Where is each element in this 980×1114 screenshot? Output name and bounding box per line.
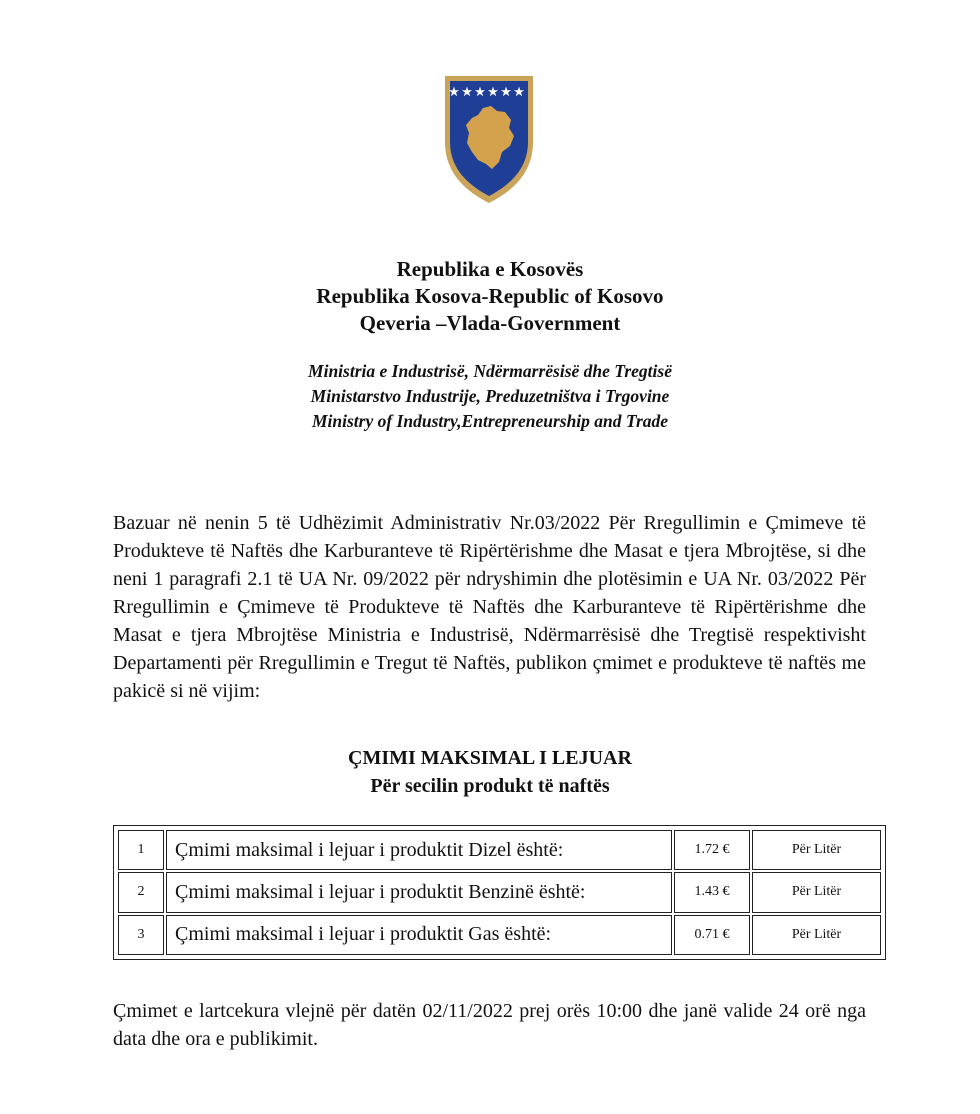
section-subtitle: Për secilin produkt të naftës [370,775,610,797]
table-row [118,830,881,870]
ministry-header [0,359,980,434]
product-description: Çmimi maksimal i lejuar i produktit Gas është: [166,915,672,955]
row-number: 3 [118,915,164,955]
section-title: ÇMIMI MAKSIMAL I LEJUAR [348,747,632,769]
product-price: 0.71 € [674,915,750,955]
row-number: 1 [118,830,164,870]
price-table [113,825,886,960]
product-price: 1.72 € [674,830,750,870]
price-unit: Për Litër [752,872,881,912]
table-row [118,915,881,955]
intro-paragraph: Bazuar në nenin 5 të Udhëzimit Administrativ Nr.03/2022 Për Rregullimin e Çmimeve të Produkteve të Naftës dhe Karburanteve të Ripërtërishme dhe Masat e tjera Mbrojtëse, si dhe neni 1 paragrafi 2.1 të UA Nr. 09/2022 për ndryshimin dhe plotësimin e UA Nr. 03/2022 Për Rregullimin e Çmimeve të Produkteve të Naftës dhe Karburanteve të Ripërtërishme dhe Masat e tjera Mbrojtëse Ministria e Industrisë, Ndërmarrësisë dhe Tregtisë respektivisht Departamenti për Rregullimin e Tregut të Naftës, publikon çmimet e produkteve të naftës me pakicë si në vijim: [113,512,866,702]
government-header [0,256,980,337]
price-table-grid [116,828,883,957]
product-description: Çmimi maksimal i lejuar i produktit Dizel është: [166,830,672,870]
validity-note: Çmimet e lartcekura vlejnë për datën 02/11/2022 prej orës 10:00 dhe janë valide 24 orë nga data dhe ora e publikimit. [113,1000,866,1050]
ministry-name-english: Ministry of Industry,Entrepreneurship and Trade [311,411,669,431]
price-unit: Për Litër [752,830,881,870]
product-description: Çmimi maksimal i lejuar i produktit Benzinë është: [166,872,672,912]
ministry-name-serbian: Ministarstvo Industrije, Preduzetništva i Trgovine [310,386,670,406]
kosovo-coat-of-arms-icon [439,70,539,207]
gov-line-government: Qeveria –Vlada-Government [359,311,621,335]
gov-line-serbian-english: Republika Kosova-Republic of Kosovo [316,284,664,308]
gov-line-albanian: Republika e Kosovës [396,257,584,281]
section-heading [0,744,980,800]
product-price: 1.43 € [674,872,750,912]
ministry-name-albanian: Ministria e Industrisë, Ndërmarrësisë dhe Tregtisë [308,361,672,381]
row-number: 2 [118,872,164,912]
price-unit: Për Litër [752,915,881,955]
table-row [118,872,881,912]
